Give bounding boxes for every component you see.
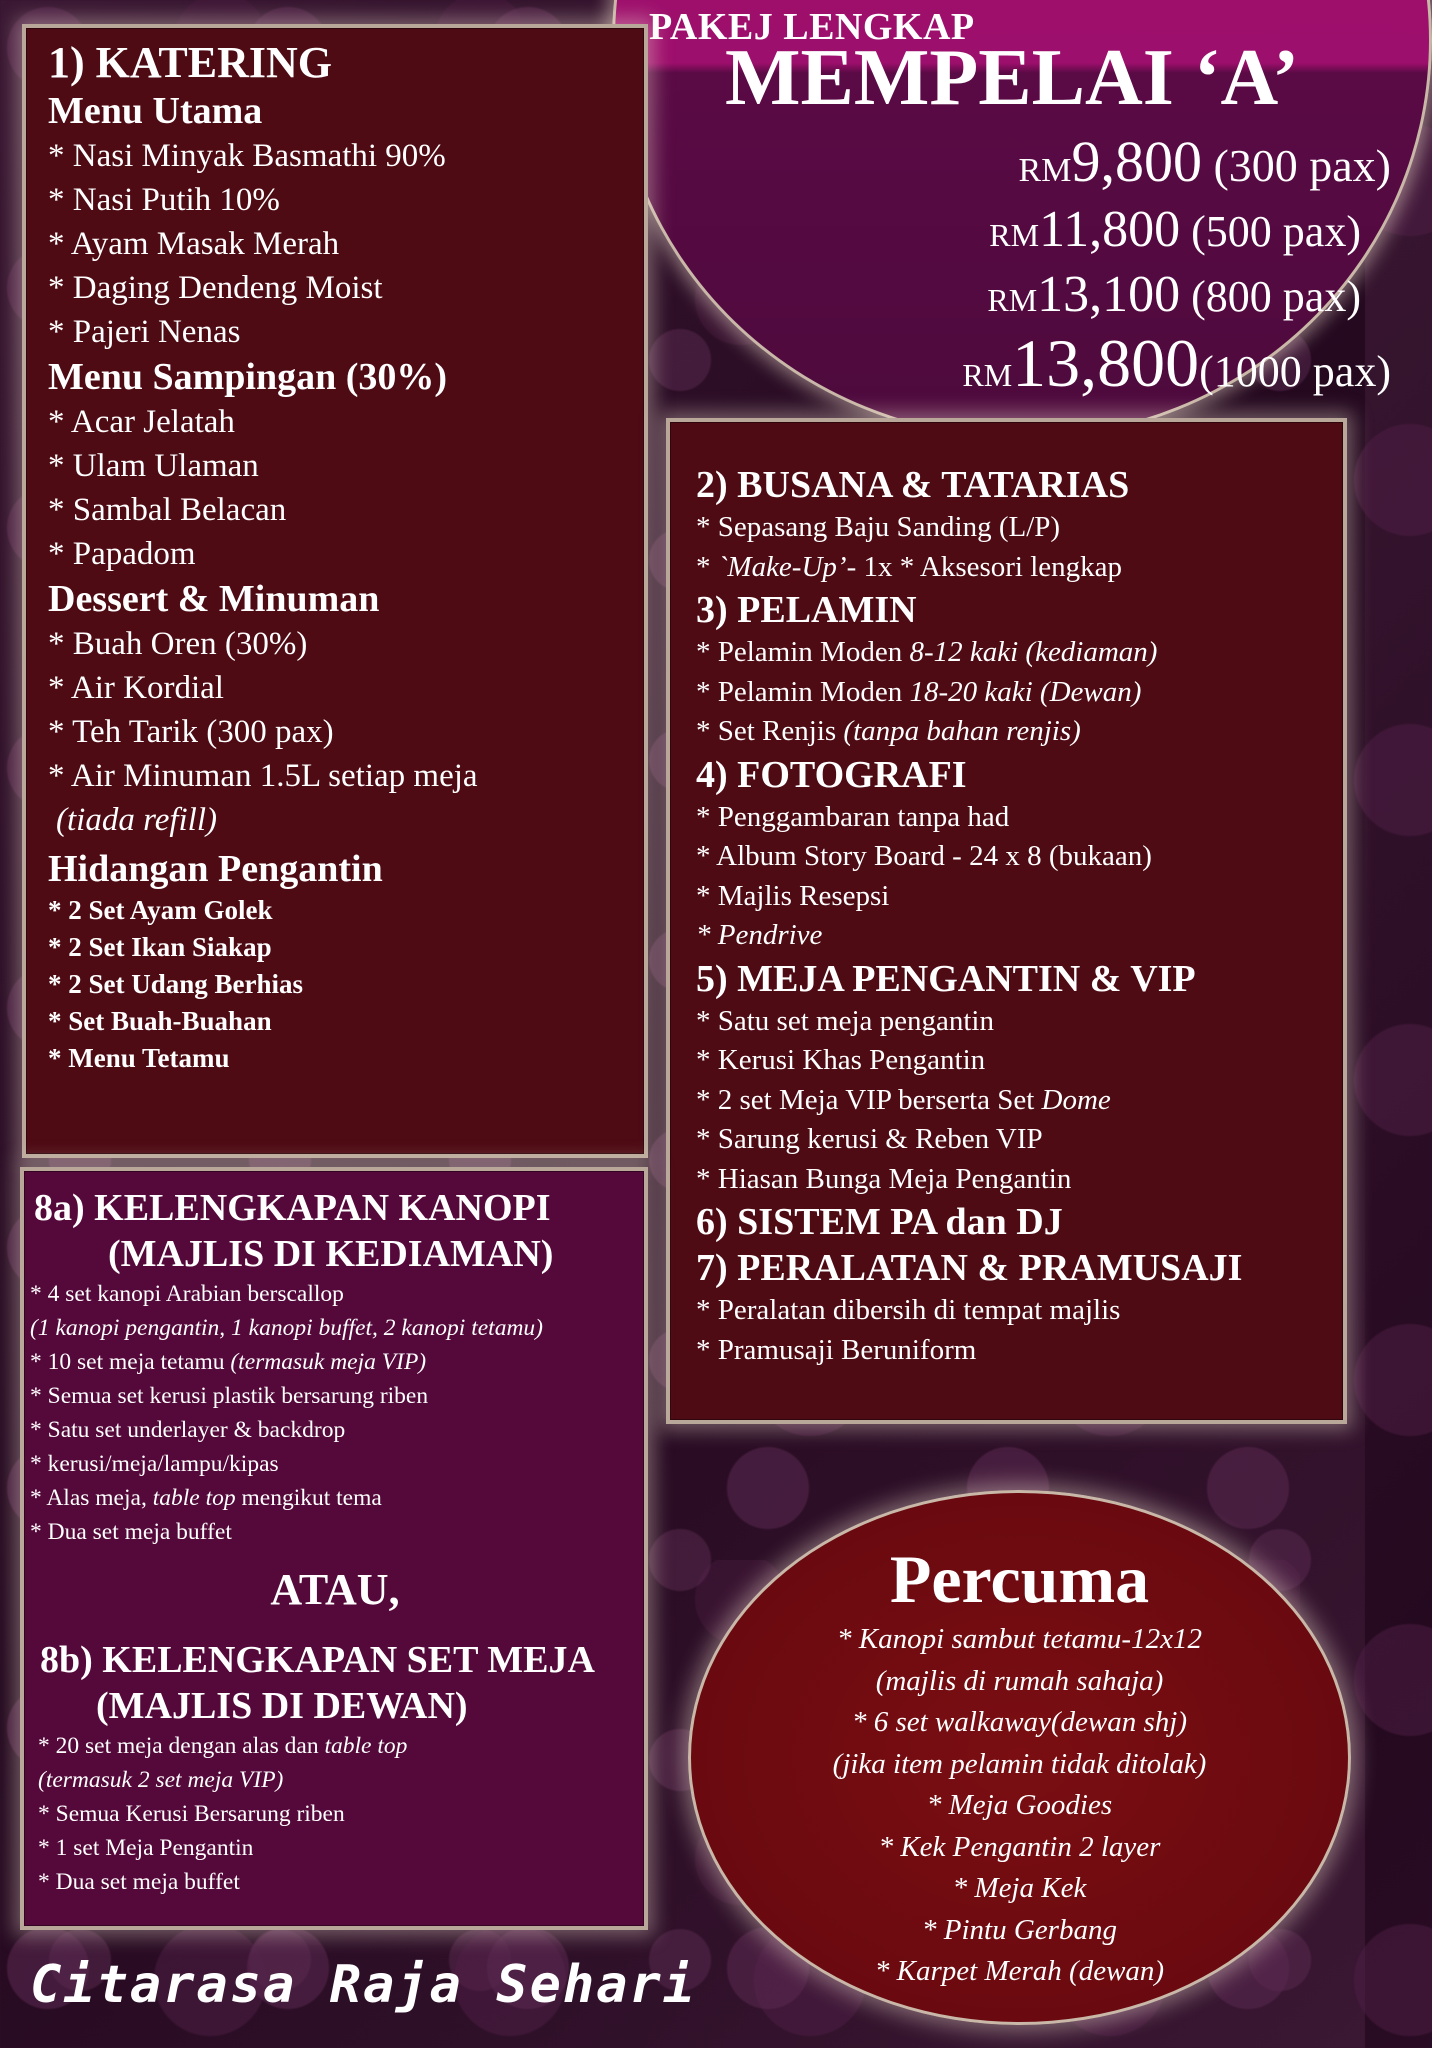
kanopi-title: 8a) KELENGKAPAN KANOPI (34, 1187, 551, 1229)
list-item: * Dua set meja buffet (30, 1519, 232, 1545)
peralatan-title: 7) PERALATAN & PRAMUSAJI (696, 1247, 1243, 1289)
atau-label: ATAU, (270, 1565, 400, 1614)
kanopi-subtitle: (MAJLIS DI KEDIAMAN) (108, 1233, 554, 1275)
list-item: * 2 Set Udang Berhias (48, 969, 304, 999)
price-row: RM9,800 (300 pax) (1018, 129, 1391, 194)
list-item: * Penggambaran tanpa had (696, 800, 1010, 833)
catering-panel (22, 24, 648, 1158)
list-item: * Pelamin Moden 8-12 kaki (kediaman) (696, 636, 1158, 668)
list-item: * Meja Goodies (926, 1789, 1113, 1821)
list-item: * Set Buah-Buahan (48, 1006, 272, 1036)
price-list (962, 129, 1391, 408)
price-row: RM13,800(1000 pax) (962, 325, 1391, 401)
list-item: (termasuk 2 set meja VIP) (38, 1767, 284, 1793)
list-item: * Pintu Gerbang (922, 1913, 1117, 1946)
package-name: MEMPELAI ‘A’ (725, 34, 1299, 122)
list-item: * kerusi/meja/lampu/kipas (30, 1451, 279, 1477)
list-item: * Pramusaji Beruniform (696, 1333, 977, 1366)
list-item: * Kek Pengantin 2 layer (878, 1830, 1161, 1863)
list-item: * Nasi Minyak Basmathi 90% (48, 138, 446, 174)
dessert-note: (tiada refill) (56, 802, 218, 838)
percuma-title: Percuma (889, 1541, 1150, 1617)
list-item: (majlis di rumah sahaja) (875, 1664, 1164, 1697)
list-item: * Kerusi Khas Pengantin (696, 1044, 986, 1076)
list-item: * Alas meja, table top mengikut tema (30, 1485, 382, 1511)
kanopi-panel (20, 1167, 648, 1930)
list-item: * Teh Tarik (300 pax) (48, 714, 334, 750)
list-item: * Dua set meja buffet (38, 1869, 240, 1895)
list-item: * Peralatan dibersih di tempat majlis (696, 1294, 1121, 1326)
dessert-title: Dessert & Minuman (48, 578, 380, 620)
list-item: * Satu set meja pengantin (696, 1004, 994, 1037)
meja-title: 5) MEJA PENGANTIN & VIP (696, 957, 1196, 1000)
list-item: * Sepasang Baju Sanding (L/P) (696, 511, 1061, 543)
list-item: * 2 set Meja VIP berserta Set Dome (696, 1083, 1111, 1116)
percuma-list (691, 1619, 1348, 1993)
sistem-title: 6) SISTEM PA dan DJ (696, 1201, 1063, 1243)
list-item: * Daging Dendeng Moist (48, 270, 383, 306)
list-item: * Ulam Ulaman (48, 448, 259, 484)
list-item: * Semua set kerusi plastik bersarung riben (30, 1383, 429, 1409)
set-meja-title: 8b) KELENGKAPAN SET MEJA (40, 1639, 595, 1681)
list-item: * Pelamin Moden 18-20 kaki (Dewan) (696, 675, 1142, 708)
list-item: * 1 set Meja Pengantin (38, 1835, 254, 1861)
list-item: * 4 set kanopi Arabian berscallop (30, 1281, 344, 1307)
package-price-banner (612, 0, 1432, 440)
set-meja-subtitle: (MAJLIS DI DEWAN) (96, 1685, 468, 1727)
list-item: * Air Minuman 1.5L setiap meja (48, 758, 478, 794)
list-item: * 2 Set Ayam Golek (48, 895, 273, 925)
catering-title: 1) KATERING (48, 38, 332, 87)
hidangan-title: Hidangan Pengantin (48, 848, 383, 890)
price-row: RM13,100 (800 pax) (987, 266, 1361, 323)
list-item: * Kanopi sambut tetamu-12x12 (837, 1623, 1202, 1655)
pelamin-title: 3) PELAMIN (696, 589, 917, 631)
list-item: * Meja Kek (952, 1872, 1087, 1904)
list-item: * Nasi Putih 10% (48, 182, 280, 218)
list-item: * `Make-Up’- 1x * Aksesori lengkap (696, 550, 1123, 583)
list-item: * Sarung kerusi & Reben VIP (696, 1123, 1043, 1155)
busana-title: 2) BUSANA & TATARIAS (696, 464, 1130, 506)
services-panel (666, 418, 1347, 1424)
list-item: (1 kanopi pengantin, 1 kanopi buffet, 2 kanopi tetamu) (30, 1315, 543, 1341)
percuma-badge (688, 1490, 1351, 2025)
fotografi-title: 4) FOTOGRAFI (696, 753, 967, 796)
price-row: RM11,800 (500 pax) (989, 201, 1361, 258)
menu-sampingan-title: Menu Sampingan (30%) (48, 356, 448, 398)
list-item: * Hiasan Bunga Meja Pengantin (696, 1162, 1072, 1195)
list-item: * Pendrive (696, 919, 823, 951)
list-item: * 2 Set Ikan Siakap (48, 932, 272, 962)
list-item: * Menu Tetamu (48, 1043, 230, 1073)
list-item: * Sambal Belacan (48, 492, 287, 528)
list-item: * Satu set underlayer & backdrop (30, 1417, 346, 1443)
menu-utama-title: Menu Utama (48, 90, 263, 132)
list-item: * Album Story Board - 24 x 8 (bukaan) (696, 840, 1152, 872)
list-item: * Ayam Masak Merah (48, 226, 340, 262)
list-item: (jika item pelamin tidak ditolak) (832, 1747, 1207, 1780)
list-item: * Karpet Merah (dewan) (874, 1955, 1165, 1987)
list-item: * 20 set meja dengan alas dan table top (38, 1733, 408, 1759)
list-item: * Semua Kerusi Bersarung riben (38, 1801, 345, 1827)
list-item: * Buah Oren (30%) (48, 626, 308, 662)
list-item: * Papadom (48, 536, 196, 572)
list-item: * Set Renjis (tanpa bahan renjis) (696, 715, 1081, 747)
list-item: * 10 set meja tetamu (termasuk meja VIP) (30, 1349, 427, 1375)
brand-signature: Citarasa Raja Sehari (30, 1955, 697, 2015)
list-item: * Majlis Resepsi (696, 879, 890, 912)
list-item: * Pajeri Nenas (48, 314, 241, 350)
package-label: PAKEJ LENGKAP (649, 6, 975, 48)
list-item: * Acar Jelatah (48, 404, 235, 440)
list-item: * Air Kordial (48, 670, 224, 706)
list-item: * 6 set walkaway(dewan shj) (851, 1706, 1188, 1738)
